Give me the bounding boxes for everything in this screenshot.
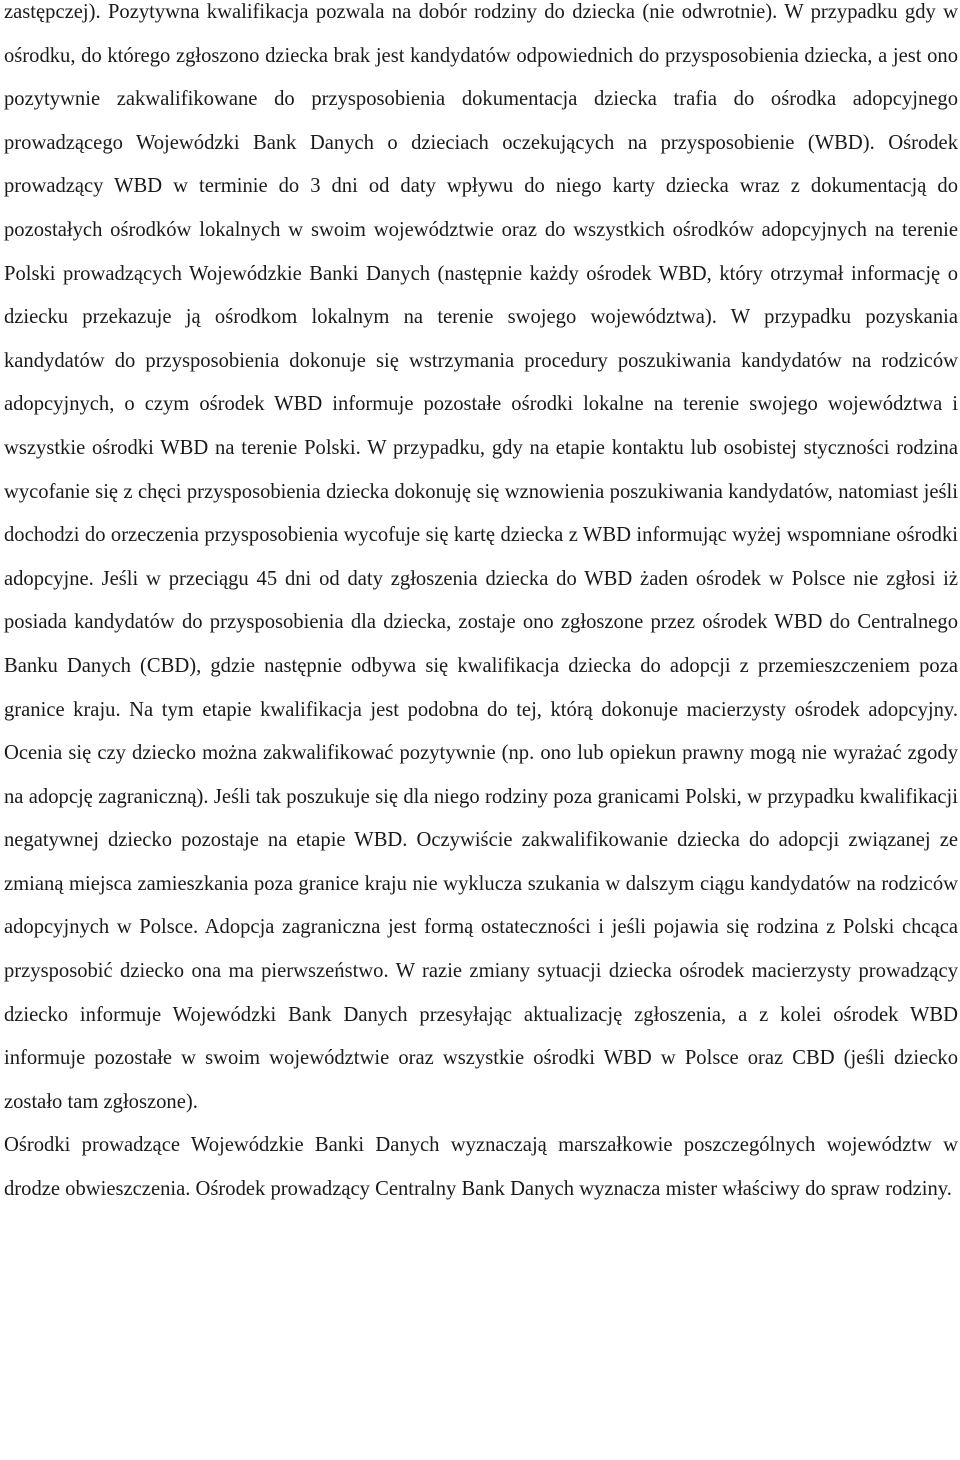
paragraph: Ośrodki prowadzące Wojewódzkie Banki Danych wyznaczają marszałkowie poszczególnych województw w drodze obwieszczenia. Ośrodek prowadzący Centralny Bank Danych wyznacza mister właściwy do spraw rodziny. [4, 1134, 958, 1201]
paragraph: zastępczej). Pozytywna kwalifikacja pozwala na dobór rodziny do dziecka (nie odwrotnie). W przypadku gdy w ośrodku, do którego zgłoszono dziecka brak jest kandydatów odpowiednich do przysposobienia dziecka, a jest ono pozytywnie zakwalifikowane do przysposobienia dokumentacja dziecka trafia do ośrodka adopcyjnego prowadzącego Wojewódzki Bank Danych o dzieciach oczekujących na przysposobienie (WBD). Ośrodek prowadzący WBD w terminie do 3 dni od daty wpływu do niego karty dziecka wraz z dokumentacją do pozostałych ośrodków lokalnych w swoim województwie oraz do wszystkich ośrodków adopcyjnych na terenie Polski prowadzących Wojewódzkie Banki Danych (następnie każdy ośrodek WBD, który otrzymał informację o dziecku przekazuje ją ośrodkom lokalnym na terenie swojego województwa). W przypadku pozyskania kandydatów do przysposobienia dokonuje się wstrzymania procedury poszukiwania kandydatów na rodziców adopcyjnych, o czym ośrodek WBD informuje pozostałe ośrodki lokalne na terenie swojego województwa i wszystkie ośrodki WBD na terenie Polski. W przypadku, gdy na etapie kontaktu lub osobistej styczności rodzina wycofanie się z chęci przysposobienia dziecka dokonuję się wznowienia poszukiwania kandydatów, natomiast jeśli dochodzi do orzeczenia przysposobienia wycofuje się kartę dziecka z WBD informując wyżej wspomniane ośrodki adopcyjne. Jeśli w przeciągu 45 dni od daty zgłoszenia dziecka do WBD żaden ośrodek w Polsce nie zgłosi iż posiada kandydatów do przysposobienia dla dziecka, zostaje ono zgłoszone przez ośrodek WBD do Centralnego Banku Danych (CBD), gdzie następnie odbywa się kwalifikacja dziecka do adopcji z przemieszczeniem poza granice kraju. Na tym etapie kwalifikacja jest podobna do tej, którą dokonuje macierzysty ośrodek adopcyjny. Ocenia się czy dziecko można zakwalifikować pozytywnie (np. ono lub opiekun prawny mogą nie wyrażać zgody na adopcję zagraniczną). Jeśli tak poszukuje się dla niego rodziny poza granicami Polski, w przypadku kwalifikacji negatywnej dziecko pozostaje na etapie WBD. Oczywiście zakwalifikowanie dziecka do adopcji związanej ze zmianą miejsca zamieszkania poza granice kraju nie wyklucza szukania w dalszym ciągu kandydatów na rodziców adopcyjnych w Polsce. Adopcja zagraniczna jest formą ostateczności i jeśli pojawia się rodzina z Polski chcąca przysposobić dziecko ona ma pierwszeństwo. W razie zmiany sytuacji dziecka ośrodek macierzysty prowadzący dziecko informuje Wojewódzki Bank Danych przesyłając aktualizację zgłoszenia, a z kolei ośrodek WBD informuje pozostałe w swoim województwie oraz wszystkie ośrodki WBD w Polsce oraz CBD (jeśli dziecko zostało tam zgłoszone). [4, 1, 958, 1113]
